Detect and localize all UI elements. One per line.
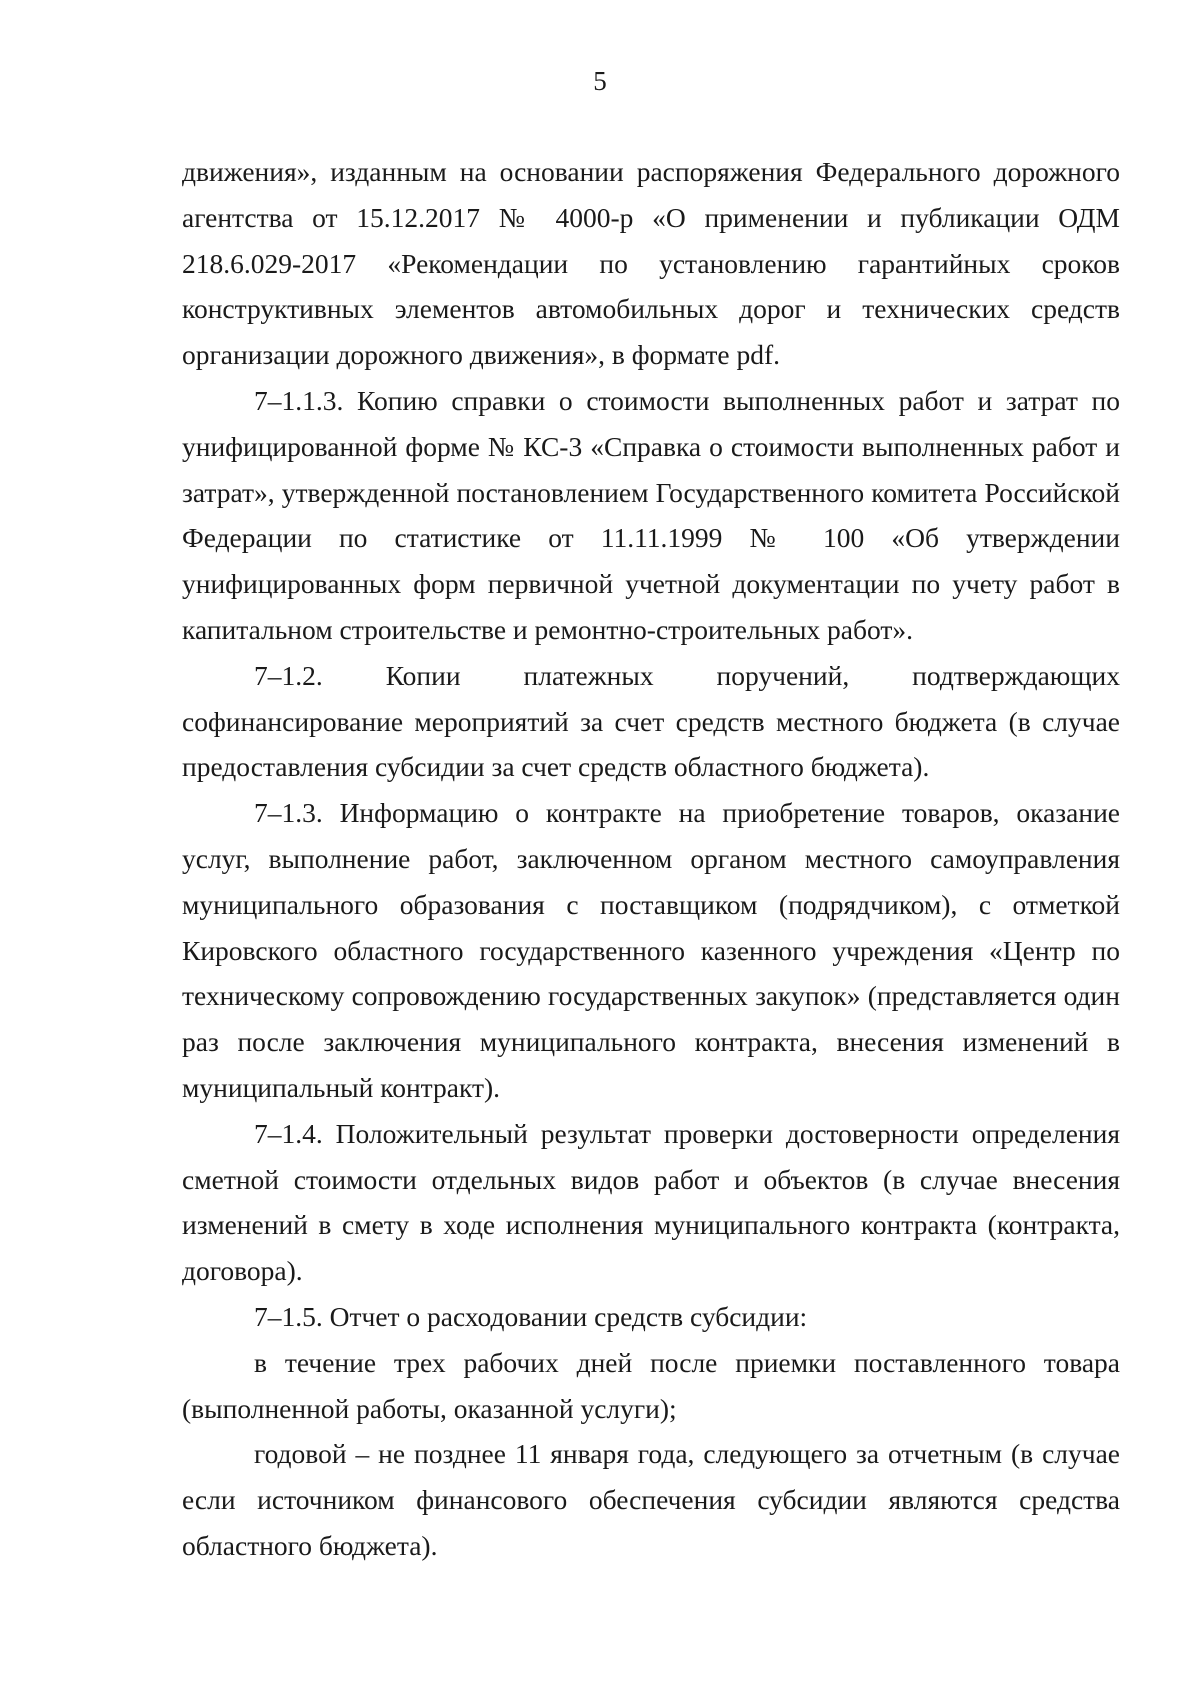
paragraph-7-1-5: 7–1.5. Отчет о расходовании средств субсидии: (254, 1300, 808, 1332)
page-number: 5 (593, 66, 607, 96)
paragraph-7-1-1-3: 7–1.1.3. Копию справки о стоимости выполненных работ и затрат по унифицированной форме № КС-3 «Справка о стоимости выполненных работ и затрат», утвержденной постановлением Государственного комитета Российской Федерации по статистике от 11.11.1999 № 100 «Об утверждении унифицированных форм первичной учетной документации по учету работ в капитальном строительстве и ремонтно-строительных работ». (182, 384, 1120, 645)
document-body (182, 149, 1120, 1569)
paragraph-7-1-3: 7–1.3. Информацию о контракте на приобретение товаров, оказание услуг, выполнение работ, заключенном органом местного самоуправления муниципального образования с поставщиком (подрядчиком), с отметкой Кировского областного государственного казенного учреждения «Центр по техническому сопровождению государственных закупок» (представляется один раз после заключения муниципального контракта, внесения изменений в муниципальный контракт). (182, 797, 1120, 1103)
paragraph-7-1-2-first-line: 7–1.2. Копии платежных поручений, подтверждающих (254, 659, 1120, 691)
paragraph-7-1-4: 7–1.4. Положительный результат проверки достоверности определения сметной стоимости отдельных видов работ и объектов (в случае внесения изменений в смету в ходе исполнения муниципального контракта (контракта, договора). (182, 1117, 1120, 1287)
paragraph-7-1-2-rest: софинансирование мероприятий за счет средств местного бюджета (в случае предоставления субсидии за счет средств областного бюджета). (182, 705, 1120, 783)
paragraph-report-3-days: в течение трех рабочих дней после приемки поставленного товара (выполненной работы, оказанной услуги); (182, 1346, 1120, 1424)
paragraph-continuation: движения», изданным на основании распоряжения Федерального дорожного агентства от 15.12.2017 № 4000-р «О применении и публикации ОДМ 218.6.029-2017 «Рекомендации по установлению гарантийных сроков конструктивных элементов автомобильных дорог и технических средств организации дорожного движения», в формате pdf. (182, 156, 1120, 371)
paragraph-report-annual: годовой – не позднее 11 января года, следующего за отчетным (в случае если источником финансового обеспечения субсидии являются средства областного бюджета). (182, 1438, 1120, 1561)
